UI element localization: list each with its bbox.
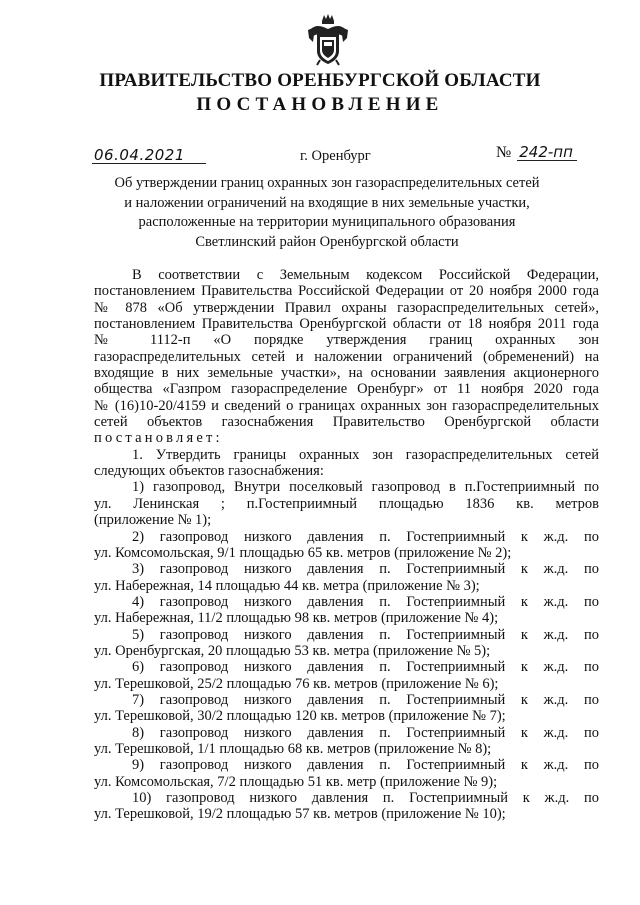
preamble-line: газораспределительных сетей и наложении ограничений (обременений) на [94, 348, 599, 365]
number-sign: № [496, 144, 512, 161]
list-item [94, 692, 599, 725]
subject-line: расположенные на территории муниципального образования [138, 214, 516, 230]
list-item [94, 659, 599, 692]
item-line: ул. Оренбургская, 20 площадью 53 кв. метра (приложение № 5); [94, 642, 491, 659]
document-number [496, 144, 577, 162]
list-item [94, 725, 599, 758]
item-line: ул. Набережная, 14 площадью 44 кв. метра (приложение № 3); [94, 577, 480, 594]
subject-line: Об утверждении границ охранных зон газораспределительных сетей [114, 175, 540, 191]
item-line: 7) газопровод низкого давления п. Гостеприимный к ж.д. по [132, 691, 599, 708]
document-subject [112, 174, 542, 252]
item-line: 3) газопровод низкого давления п. Гостеприимный к ж.д. по [132, 561, 599, 578]
preamble-line: входящие в них земельные участки», на основании заявления акционерного [94, 365, 599, 382]
item-line: 5) газопровод низкого давления п. Гостеприимный к ж.д. по [132, 626, 599, 643]
document-body [94, 267, 599, 823]
subject-line: Светлинский район Оренбургской области [195, 233, 459, 250]
document-date: 06.04.2021 [92, 147, 206, 164]
list-item [94, 529, 599, 562]
item-line: 9) газопровод низкого давления п. Гостеприимный к ж.д. по [132, 757, 599, 774]
preamble-line: постановлением Правительства Российской Федерации от 20 ноября 2000 года [94, 283, 599, 300]
number-value: 242-пп [517, 144, 577, 161]
list-item [94, 790, 599, 823]
item-line: ул. Терешковой, 19/2 площадью 57 кв. метров (приложение № 10); [94, 806, 506, 823]
list-item [94, 757, 599, 790]
preamble-line: № 1112-п «О порядке утверждения границ охранных зон [94, 332, 599, 349]
government-title: ПРАВИТЕЛЬСТВО ОРЕНБУРГСКОЙ ОБЛАСТИ [99, 70, 541, 91]
item-line: 10) газопровод низкого давления п. Гостеприимный к ж.д. по [132, 790, 599, 806]
item-line: ул. Терешковой, 25/2 площадью 76 кв. метров (приложение № 6); [94, 675, 499, 692]
document-city: г. Оренбург [300, 148, 371, 164]
item-line: 2) газопровод низкого давления п. Гостеприимный к ж.д. по [132, 528, 599, 545]
document-type: ПОСТАНОВЛЕНИЕ [196, 94, 444, 115]
list-item [94, 479, 599, 528]
preamble-line: № 878 «Об утверждении Правил охраны газораспределительных сетей», [94, 299, 599, 316]
list-item [94, 594, 599, 627]
item-line: 6) газопровод низкого давления п. Гостеприимный к ж.д. по [132, 659, 599, 676]
list-item [94, 627, 599, 660]
clause-line: следующих объектов газоснабжения: [94, 463, 324, 480]
item-line: 4) газопровод низкого давления п. Гостеприимный к ж.д. по [132, 593, 599, 610]
preamble-line: общества «Газпром газораспределение Оренбург» от 11 ноября 2020 года [94, 381, 599, 398]
clause-line: 1. Утвердить границы охранных зон газораспределительных сетей [132, 446, 599, 463]
preamble-line: В соответствии с Земельным кодексом Российской Федерации, [132, 267, 599, 283]
preamble-line: № (16)10-20/4159 и сведений о границах охранных зон газораспределительных [94, 397, 599, 414]
item-line: 8) газопровод низкого давления п. Гостеприимный к ж.д. по [132, 724, 599, 741]
item-line: ул. Комсомольская, 9/1 площадью 65 кв. метров (приложение № 2); [94, 544, 512, 561]
item-line: ул. Набережная, 11/2 площадью 98 кв. метров (приложение № 4); [94, 610, 499, 627]
item-line: ул. Терешковой, 30/2 площадью 120 кв. метров (приложение № 7); [94, 708, 506, 725]
item-line: ул. Терешковой, 1/1 площадью 68 кв. метров (приложение № 8); [94, 740, 492, 757]
preamble-line: сетей объектов газоснабжения Правительство Оренбургской области [94, 414, 599, 431]
subject-line: и наложении ограничений на входящие в них земельные участки, [124, 194, 530, 211]
item-line: ул. Комсомольская, 7/2 площадью 51 кв. метр (приложение № 9); [94, 773, 498, 790]
decree-word: постановляет: [94, 430, 223, 447]
list-item [94, 561, 599, 594]
preamble-line: постановлением Правительства Оренбургской области от 18 ноября 2011 года [94, 316, 599, 333]
item-line: (приложение № 1); [94, 512, 212, 529]
coat-of-arms-emblem [306, 12, 350, 66]
item-line: ул. Ленинская ; п.Гостеприимный площадью 1836 кв. метров [94, 495, 599, 512]
item-line: 1) газопровод, Внутри поселковый газопровод в п.Гостеприимный по [132, 479, 599, 496]
